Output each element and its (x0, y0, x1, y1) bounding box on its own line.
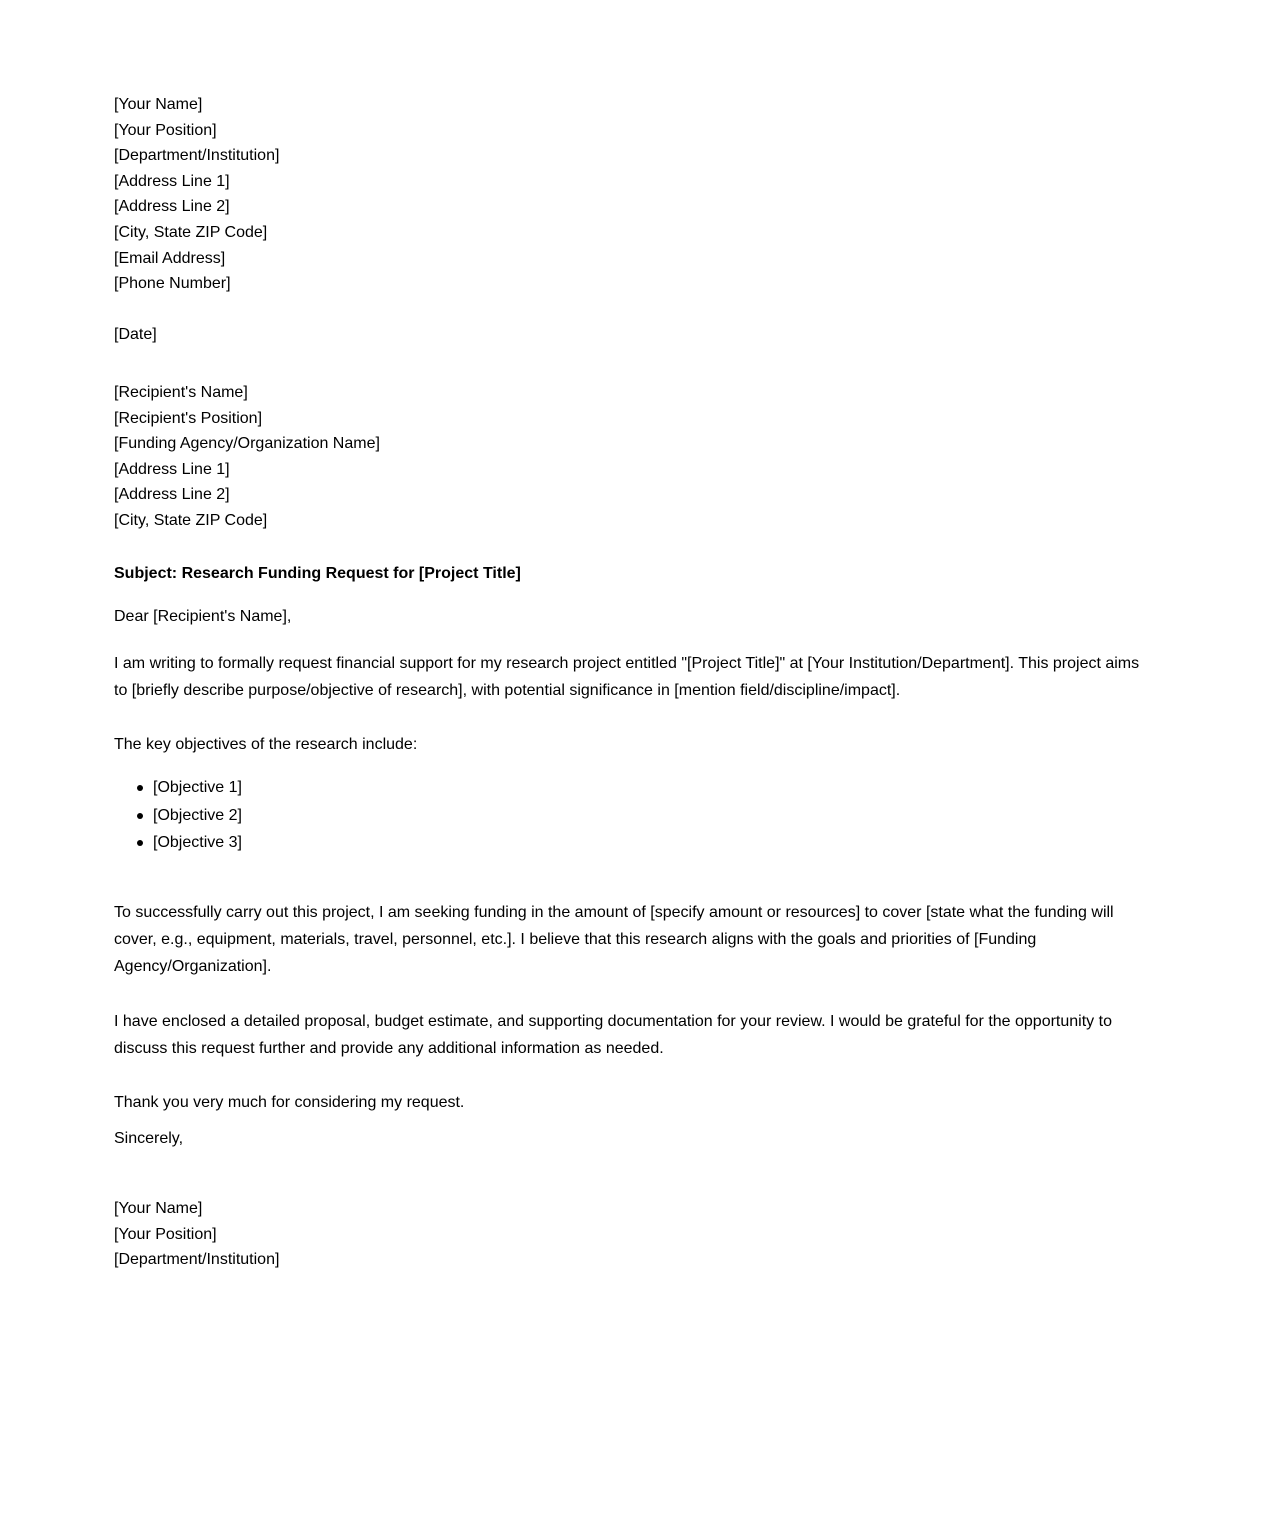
signature-position: [Your Position] (114, 1225, 217, 1243)
sender-phone: [Phone Number] (114, 275, 231, 293)
recipient-position: [Recipient's Position] (114, 409, 263, 427)
recipient-address-line-2: [Address Line 2] (114, 486, 230, 504)
objectives-intro: The key objectives of the research include: (114, 736, 418, 753)
signature-block (114, 1196, 1144, 1273)
recipient-address-line-1: [Address Line 1] (114, 460, 230, 478)
signature-department: [Department/Institution] (114, 1251, 280, 1269)
salutation: Dear [Recipient's Name], (114, 608, 292, 625)
sender-email: [Email Address] (114, 249, 226, 267)
salutation-block (114, 604, 1144, 630)
list-item (153, 802, 242, 830)
intro-paragraph-block (114, 650, 1144, 704)
recipient-organization: [Funding Agency/Organization Name] (114, 435, 380, 453)
recipient-name: [Recipient's Name] (114, 384, 248, 401)
bullet-icon (137, 840, 143, 846)
signature-name: [Your Name] (114, 1200, 203, 1217)
sender-department: [Department/Institution] (114, 147, 280, 165)
subject-block (114, 564, 1144, 584)
sender-block (114, 92, 1144, 297)
enclosure-paragraph: I have enclosed a detailed proposal, budget estimate, and supporting documentation for your review. I would be grateful for the opportunity to discuss this request further and provide any additional information as needed. (114, 1013, 1112, 1057)
list-item (153, 774, 242, 802)
objectives-intro-block (114, 731, 1144, 758)
closing-block (114, 1126, 1144, 1152)
thanks-line: Thank you very much for considering my request. (114, 1094, 465, 1111)
list-item (153, 829, 242, 857)
objectives-list (114, 774, 242, 857)
sender-address-line-2: [Address Line 2] (114, 198, 230, 216)
objective-text: [Objective 3] (153, 834, 242, 851)
recipient-city-state-zip: [City, State ZIP Code] (114, 511, 268, 529)
funding-paragraph-block (114, 899, 1144, 980)
objective-text: [Objective 2] (153, 806, 242, 824)
objective-text: [Objective 1] (153, 779, 242, 796)
bullet-icon (137, 813, 143, 819)
bullet-icon (137, 785, 143, 791)
letter-date: [Date] (114, 326, 157, 343)
funding-paragraph: To successfully carry out this project, I am seeking funding in the amount of [specify amount or resources] to cover [state what the funding will cover, e.g., equipment, materials, travel, personnel, etc.]. I believe that this research aligns with the goals and priorities of [Funding Agency/Organization]. (114, 904, 1114, 975)
closing: Sincerely, (114, 1130, 184, 1147)
sender-name: [Your Name] (114, 96, 203, 113)
enclosure-paragraph-block (114, 1008, 1144, 1062)
date-block (114, 322, 1144, 348)
intro-paragraph: I am writing to formally request financial support for my research project entitled "[Project Title]" at [Your Institution/Department]. This project aims to [briefly describe purpose/objective of research], with potential significance in [mention field/discipline/impact]. (114, 655, 1140, 699)
letter-subject: Subject: Research Funding Request for [Project Title] (114, 565, 521, 582)
sender-city-state-zip: [City, State ZIP Code] (114, 223, 268, 241)
sender-address-line-1: [Address Line 1] (114, 172, 230, 190)
thanks-block (114, 1090, 1144, 1116)
recipient-block (114, 380, 1144, 534)
sender-position: [Your Position] (114, 121, 217, 139)
